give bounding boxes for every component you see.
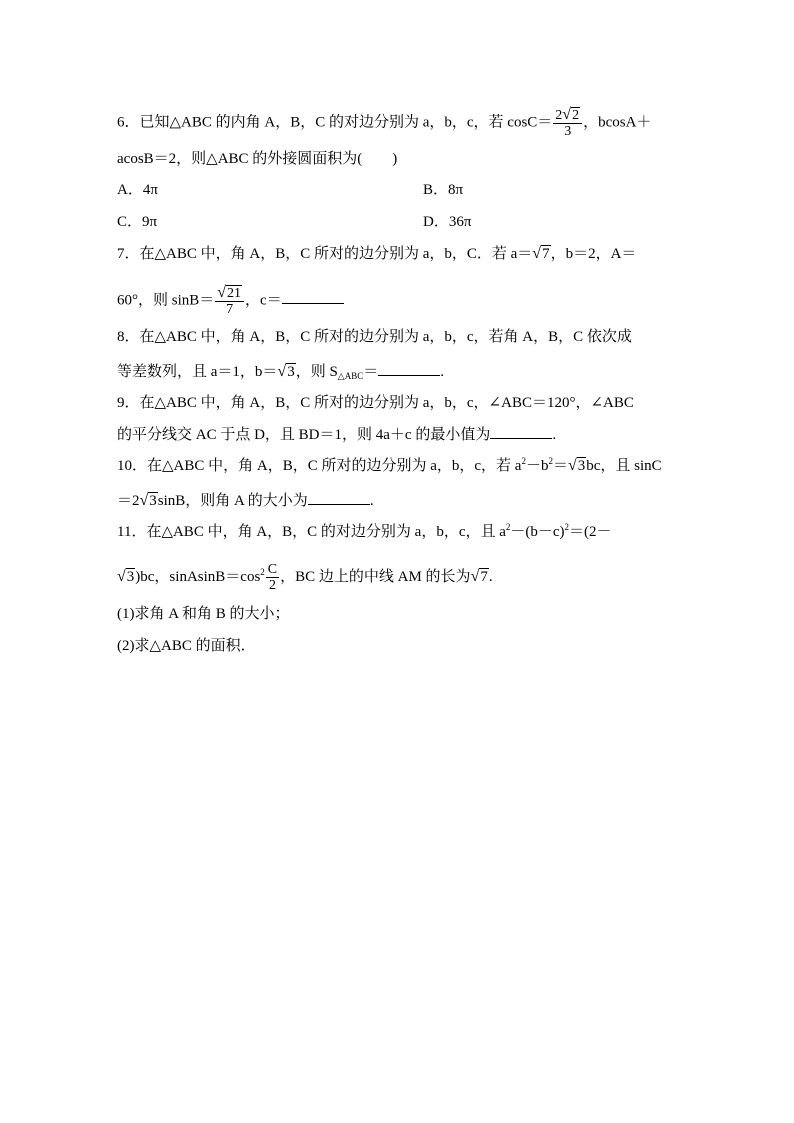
q7-line-2: 60°，则 sinB＝ $\frac{√21}{7}$ ，c＝ (117, 285, 687, 317)
q11-sqrt: √3 (117, 567, 135, 585)
q6-option-a: A．4π (117, 182, 158, 198)
q11-part-2: (2)求△ABC 的面积． (117, 638, 256, 654)
q10-line-2: ＝2√3sinB，则角 A 的大小为 . (117, 492, 374, 509)
q10-sqrt: √3 (567, 457, 586, 474)
answer-blank (490, 424, 552, 439)
q9-line-1: 9．在△ABC 中，角 A，B，C 所对的边分别为 a，b，c，∠ABC＝120°，∠ABC (117, 395, 634, 411)
q6-option-b: B．8π (423, 182, 464, 198)
q7-line-1: 7．在△ABC 中，角 A，B，C 所对的边分别为 a，b，C．若 a＝√7，b＝2，A＝ (117, 245, 637, 262)
q10-line-1: 10．在△ABC 中，角 A，B，C 所对的边分别为 a，b，c，若 $a^2-b^2=√3bc$，且 sinC (117, 456, 662, 474)
q8-line-1: 8．在△ABC 中，角 A，B，C 所对的边分别为 a，b，c，若角 A，B，C 依次成 (117, 329, 632, 345)
q6-option-c: C．9π (117, 214, 158, 230)
q9-line-2: 的平分线交 AC 于点 D，且 BD＝1，则 4a＋c 的最小值为 . (117, 424, 687, 445)
answer-blank (378, 361, 440, 376)
q10-sqrt-2: √3 (139, 492, 157, 509)
q11-line-2: √3)bc，$sinAsinB=\cos^2$ $\frac{C}{2}$ ，BC 边上的中线 AM 的长为√7. (117, 562, 493, 593)
q11-fraction: $\frac{C}{2}$ (267, 562, 278, 593)
q6-line-1: 6．已知△ABC 的内角 A，B，C 的对边分别为 a，b，c，若 cosC＝ $\frac{2√2}{3}$ ，bcosA＋ (117, 106, 652, 139)
q11-line-1: 11．在△ABC 中，角 A，B，C 的对边分别为 a，b，c，且 $a^2-(b-c)^2=(2-$ (117, 522, 612, 540)
q6-fraction: $\frac{2√2}{3}$ (553, 107, 582, 139)
q7-fraction: $\frac{√21}{7}$ (215, 285, 244, 317)
q7-sqrt: √7 (532, 245, 550, 262)
q6-line-2: acosB＝2，则△ABC 的外接圆面积为( ) (117, 151, 398, 167)
q6-option-d: D．36π (423, 214, 472, 230)
q11-part-1: (1)求角 A 和角 B 的大小； (117, 606, 290, 622)
answer-blank (282, 289, 344, 304)
q8-line-2: 等差数列，且 a＝1，b＝√3，则 $S_{\triangle ABC}=$ . (117, 363, 444, 381)
q8-sqrt: √3 (277, 363, 295, 380)
q11-sqrt-am: √7 (470, 567, 488, 585)
answer-blank (308, 490, 370, 505)
